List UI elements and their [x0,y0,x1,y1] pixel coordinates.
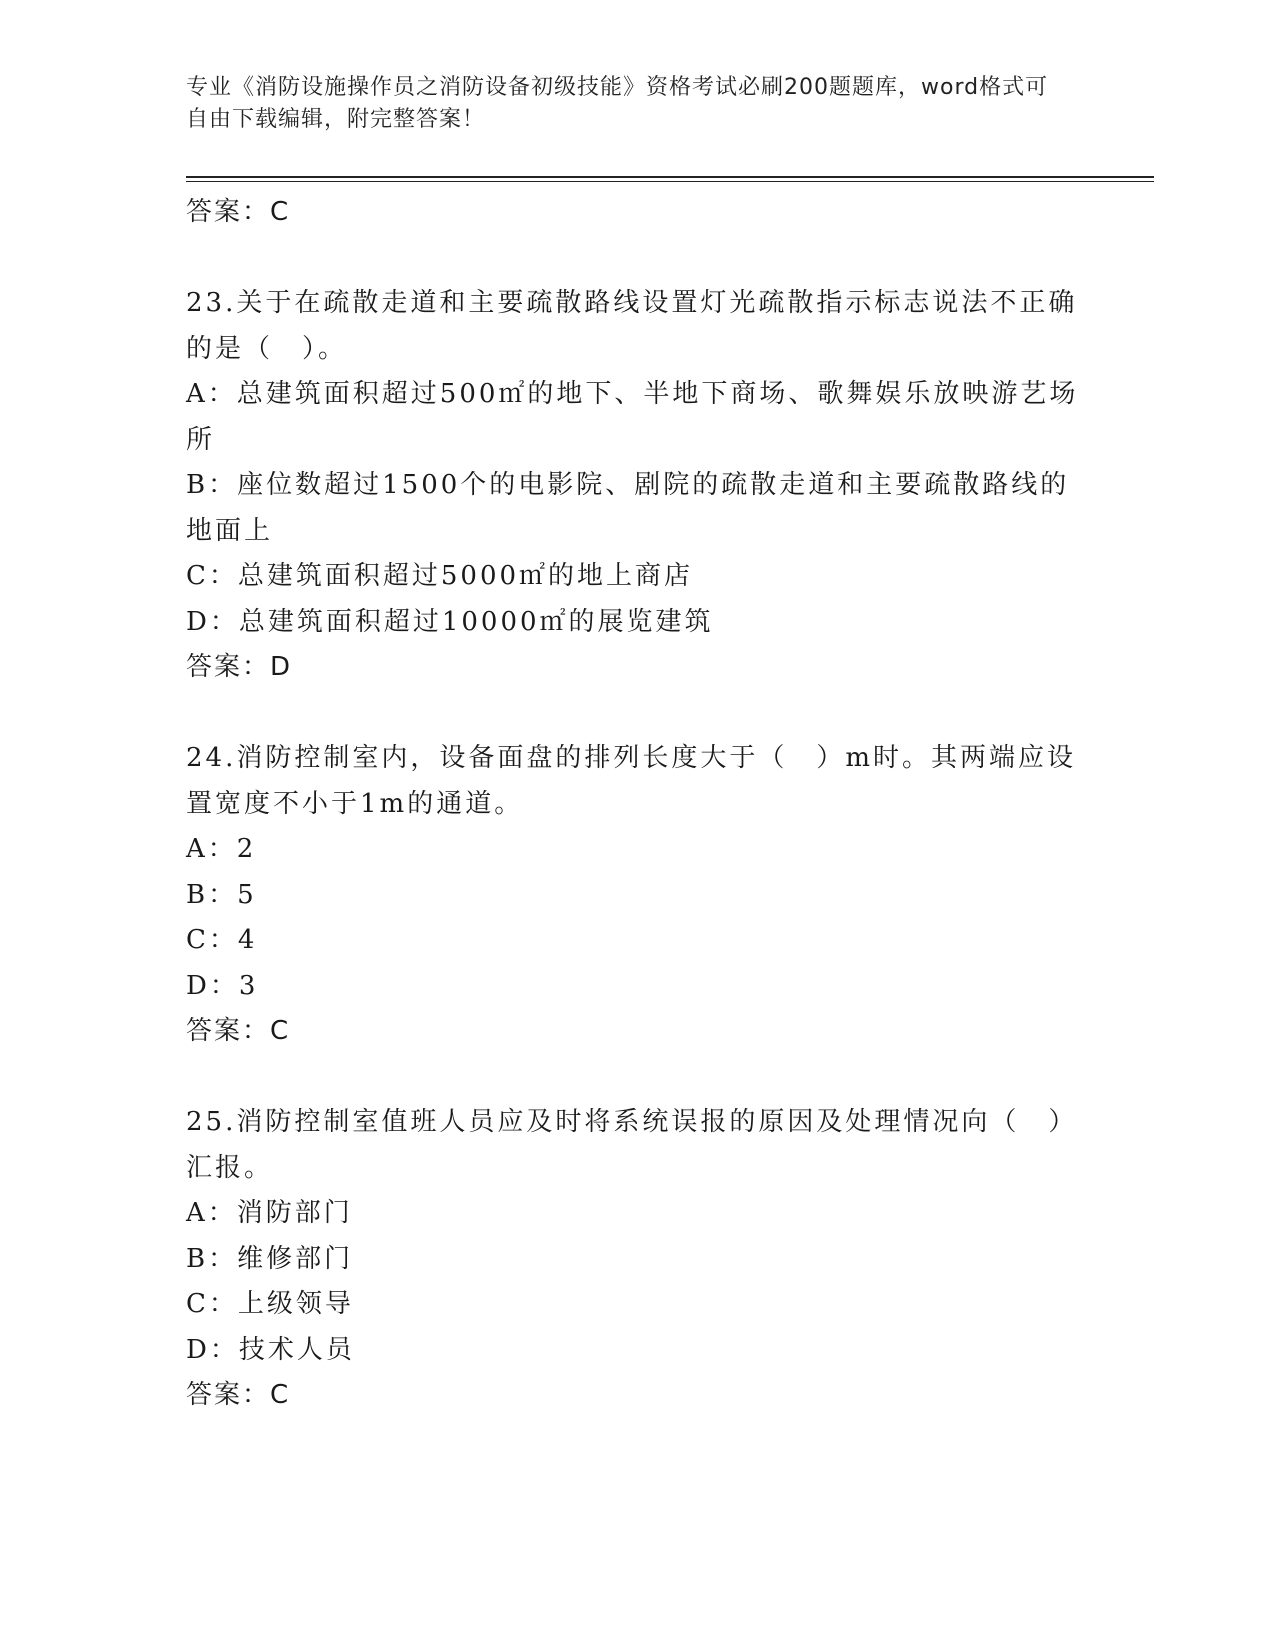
option-d: D：总建筑面积超过10000㎡的展览建筑 [186,606,714,637]
document-header: 专业《消防设施操作员之消防设备初级技能》资格考试必刷200题题库，word格式可自由下载编辑，附完整答案！ [186,75,1049,132]
answer: 答案：C [186,1016,291,1046]
question-stem-line: 23.关于在疏散走道和主要疏散路线设置灯光疏散指示标志说法不正确 [186,288,1078,318]
option-a: A：消防部门 [186,1198,353,1228]
question-24 [186,736,1086,1055]
question-list [186,190,1086,1419]
option-b: B：5 [186,879,257,910]
question-stem-line: 汇报。 [186,1152,274,1183]
header-rule-thin [186,181,1154,182]
question-stem-line: 置宽度不小于1m的通道。 [186,788,524,819]
option-d: D：3 [186,970,259,1001]
previous-answer: 答案：C [186,197,291,227]
option-b-continued: 地面上 [186,515,274,546]
question-stem-line: 的是（ ）。 [186,333,348,364]
option-c: C：上级领导 [186,1289,354,1319]
option-c: C：4 [186,925,258,955]
question-25 [186,1100,1086,1419]
spacer [186,691,1086,737]
question-stem-line: 24.消防控制室内，设备面盘的排列长度大于（ ）m时。其两端应设 [186,743,1077,773]
question-23 [186,281,1086,691]
option-a: A：总建筑面积超过500㎡的地下、半地下商场、歌舞娱乐放映游艺场 [186,379,1079,409]
spacer [186,1055,1086,1101]
option-b: B：维修部门 [186,1243,354,1274]
answer: 答案：D [186,652,293,682]
option-a-continued: 所 [186,424,216,455]
header-rule-thick [186,176,1154,178]
option-b: B：座位数超过1500个的电影院、剧院的疏散走道和主要疏散路线的 [186,470,1070,500]
option-d: D：技术人员 [186,1334,355,1365]
answer: 答案：C [186,1380,291,1410]
spacer [186,236,1086,282]
question-stem-line: 25.消防控制室值班人员应及时将系统误报的原因及处理情况向（ ） [186,1107,1078,1137]
option-c: C：总建筑面积超过5000㎡的地上商店 [186,561,694,591]
option-a: A：2 [186,834,257,864]
